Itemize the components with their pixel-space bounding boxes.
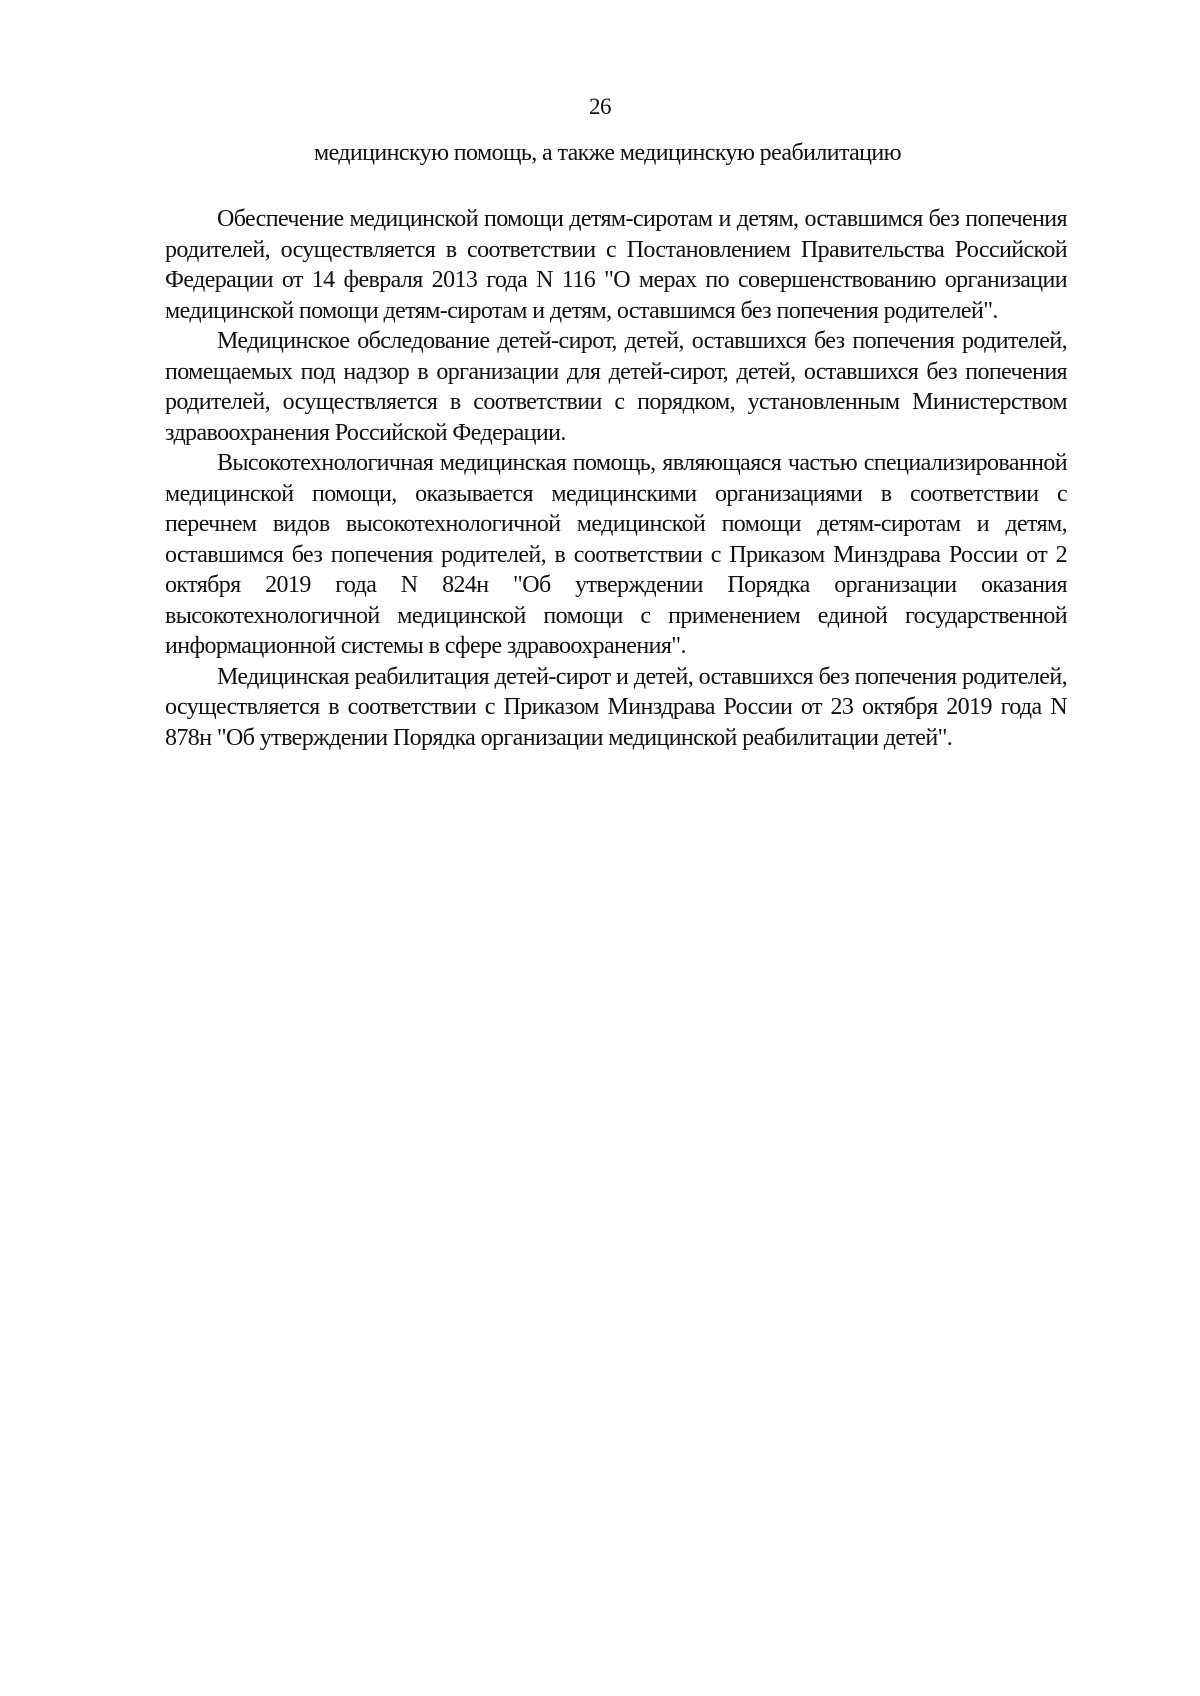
document-body — [165, 204, 1067, 753]
section-heading-continuation: медицинскую помощь, а также медицинскую реабилитацию — [313, 140, 901, 166]
paragraph-high-tech-medical-care: Высокотехнологичная медицинская помощь, являющаяся частью специализированной медицинской помощи, оказывается медицинскими организациями в соответствии с перечнем видов высокотехнологичной медицинской помощи детям-сиротам и детям, оставшимся без попечения родителей, в соответствии с Приказом Минздрава России от 2 октября 2019 года N 824н "Об утверждении Порядка организации оказания высокотехнологичной медицинской помощи с применением единой государственной информационной системы в сфере здравоохранения". — [165, 450, 1067, 659]
paragraph-medical-rehabilitation: Медицинская реабилитация детей-сирот и детей, оставшихся без попечения родителей, осуществляется в соответствии с Приказом Минздрава России от 23 октября 2019 года N 878н "Об утверждении Порядка организации медицинской реабилитации детей". — [165, 663, 1067, 751]
page-number: 26 — [589, 94, 611, 119]
paragraph-medical-care-provision: Обеспечение медицинской помощи детям-сиротам и детям, оставшимся без попечения родителей, осуществляется в соответствии с Постановлением Правительства Российской Федерации от 14 февраля 2013 года N 116 "О мерах по совершенствованию организации медицинской помощи детям-сиротам и детям, оставшимся без попечения родителей". — [165, 206, 1067, 324]
paragraph-medical-examination: Медицинское обследование детей-сирот, детей, оставшихся без попечения родителей, помещаемых под надзор в организации для детей-сирот, детей, оставшихся без попечения родителей, осуществляется в соответствии с порядком, установленным Министерством здравоохранения Российской Федерации. — [165, 328, 1067, 446]
